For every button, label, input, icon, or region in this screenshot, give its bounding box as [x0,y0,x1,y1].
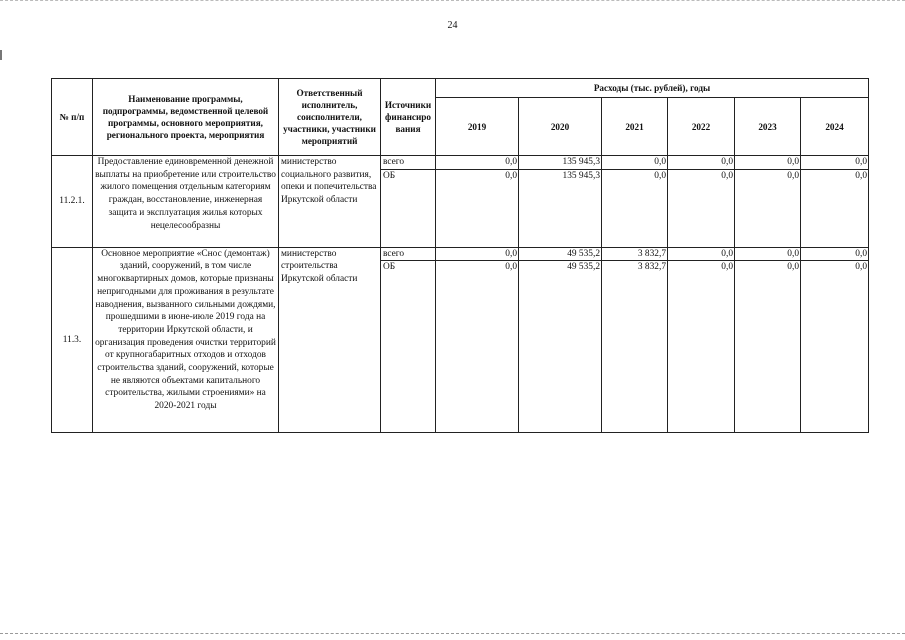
row-value: 49 535,2 [519,247,602,261]
row-value: 0,0 [735,261,801,433]
header-year: 2019 [436,98,519,156]
row-source: всего [381,156,436,170]
row-value: 3 832,7 [602,247,668,261]
row-value: 0,0 [436,156,519,170]
row-value: 0,0 [436,169,519,247]
row-value: 0,0 [436,247,519,261]
header-year: 2023 [735,98,801,156]
row-value: 135 945,3 [519,169,602,247]
row-source: ОБ [381,261,436,433]
row-name: Основное мероприятие «Снос (демонтаж) зданий, сооружений, в том числе многоквартирных домов, которые признаны непригодными для проживания в результате наводнения, вызванного сильными дождями, прошедшими в июне-июле 2019 года на территории Иркутской области, и организация проведения очистки территорий от крупногабаритных отходов и отходов строительства зданий, сооружений, которые не являются объектами капитального строительства, жилыми строениями» на 2020-2021 годы [93,247,279,433]
header-sources: Источники финансиро вания [381,79,436,156]
row-value: 0,0 [668,169,735,247]
row-value: 0,0 [735,156,801,170]
header-year: 2021 [602,98,668,156]
row-value: 0,0 [801,169,869,247]
scan-artifact-left [0,50,5,60]
header-row-1 [52,79,869,98]
table-row [52,247,869,261]
row-value: 0,0 [801,261,869,433]
row-value: 0,0 [668,156,735,170]
header-responsible: Ответственный исполнитель, соисполнители, участники, участники мероприятий [279,79,381,156]
row-number: 11.3. [52,247,93,433]
row-responsible: министерство социального развития, опеки и попечительства Иркутской области [279,156,381,248]
row-value: 0,0 [668,247,735,261]
row-value: 0,0 [436,261,519,433]
row-responsible: министерство строительства Иркутской области [279,247,381,433]
row-value: 0,0 [735,169,801,247]
header-num: № п/п [52,79,93,156]
row-source: всего [381,247,436,261]
row-number: 11.2.1. [52,156,93,248]
page-number: 24 [447,20,458,31]
header-year: 2020 [519,98,602,156]
row-value: 0,0 [801,156,869,170]
row-value: 3 832,7 [602,261,668,433]
row-value: 0,0 [602,156,668,170]
row-source: ОБ [381,169,436,247]
table-row [52,156,869,170]
row-name: Предоставление единовременной денежной выплаты на приобретение или строительство жилого помещения отдельным категориям граждан, восстановление, инженерная защита и эксплуатация жилья которых нецелесообразны [93,156,279,248]
scan-artifact-top [0,0,905,5]
row-value: 49 535,2 [519,261,602,433]
row-value: 135 945,3 [519,156,602,170]
row-value: 0,0 [668,261,735,433]
row-value: 0,0 [735,247,801,261]
row-value: 0,0 [602,169,668,247]
row-value: 0,0 [801,247,869,261]
expenses-table [51,78,869,433]
header-name: Наименование программы, подпрограммы, ведомственной целевой программы, основного мероприятия, регионального проекта, мероприятия [93,79,279,156]
header-year: 2024 [801,98,869,156]
header-expenses: Расходы (тыс. рублей), годы [436,79,869,98]
scan-artifact-bottom [0,633,905,638]
header-year: 2022 [668,98,735,156]
